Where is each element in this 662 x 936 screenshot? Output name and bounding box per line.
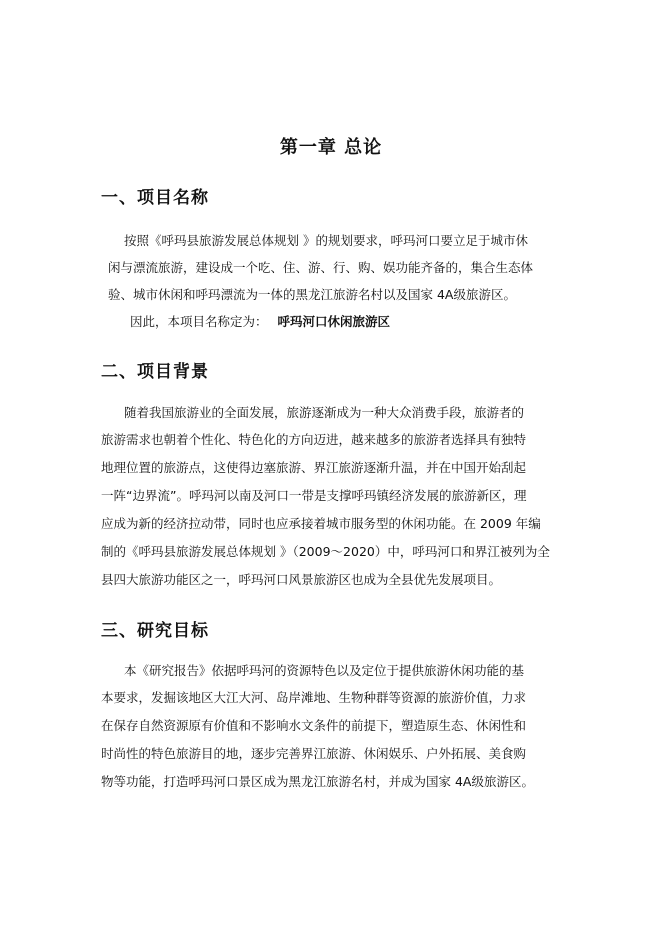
paragraph-line: 制的《呼玛县旅游发展总体规划 》（2009～2020）中，呼玛河口和界江被列为全 xyxy=(101,544,550,559)
paragraph-line: 一阵“边界流”。呼玛河以南及河口一带是支撑呼玛镇经济发展的旅游新区，理 xyxy=(101,488,527,503)
paragraph-line: 时尚性的特色旅游目的地，逐步完善界江旅游、休闲娱乐、户外拓展、美食购 xyxy=(101,746,527,761)
paragraph-line: 本《研究报告》依据呼玛河的资源特色以及定位于提供旅游休闲功能的基 xyxy=(124,663,525,678)
paragraph-line: 随着我国旅游业的全面发展，旅游逐渐成为一种大众消费手段，旅游者的 xyxy=(124,405,525,420)
paragraph-line: 物等功能，打造呼玛河口景区成为黑龙江旅游名村，并成为国家 4A级旅游区。 xyxy=(101,774,534,789)
paragraph-line: 在保存自然资源原有价值和不影响水文条件的前提下，塑造原生态、休闲性和 xyxy=(101,718,527,733)
project-name-line xyxy=(130,314,390,330)
paragraph-line: 闲与漂流旅游，建设成一个吃、住、游、行、购、娱功能齐备的，集合生态体 xyxy=(108,260,534,275)
section-heading-research-goals: 三、研究目标 xyxy=(101,621,209,641)
project-name-value: 呼玛河口休闲旅游区 xyxy=(277,314,391,329)
paragraph-line: 县四大旅游功能区之一，呼玛河口风景旅游区也成为全县优先发展项目。 xyxy=(101,572,502,587)
chapter-title: 第一章 总论 xyxy=(279,137,383,158)
paragraph-line: 地理位置的旅游点，这使得边塞旅游、界江旅游逐渐升温，并在中国开始刮起 xyxy=(101,460,527,475)
paragraph-line: 应成为新的经济拉动带，同时也应承接着城市服务型的休闲功能。在 2009 年编 xyxy=(101,516,541,531)
section-heading-project-name: 一、项目名称 xyxy=(101,188,209,208)
project-name-prefix: 因此，本项目名称定为： xyxy=(130,314,268,329)
paragraph-line: 验、城市休闲和呼玛漂流为一体的黑龙江旅游名村以及国家 4A级旅游区。 xyxy=(108,287,516,302)
paragraph-line: 本要求，发掘该地区大江大河、岛岸滩地、生物种群等资源的旅游价值，力求 xyxy=(101,690,527,705)
section-heading-project-background: 二、项目背景 xyxy=(101,362,209,382)
paragraph-line: 按照《呼玛县旅游发展总体规划 》的规划要求，呼玛河口要立足于城市休 xyxy=(124,233,528,248)
paragraph-line: 旅游需求也朝着个性化、特色化的方向迈进，越来越多的旅游者选择具有独特 xyxy=(101,432,527,447)
